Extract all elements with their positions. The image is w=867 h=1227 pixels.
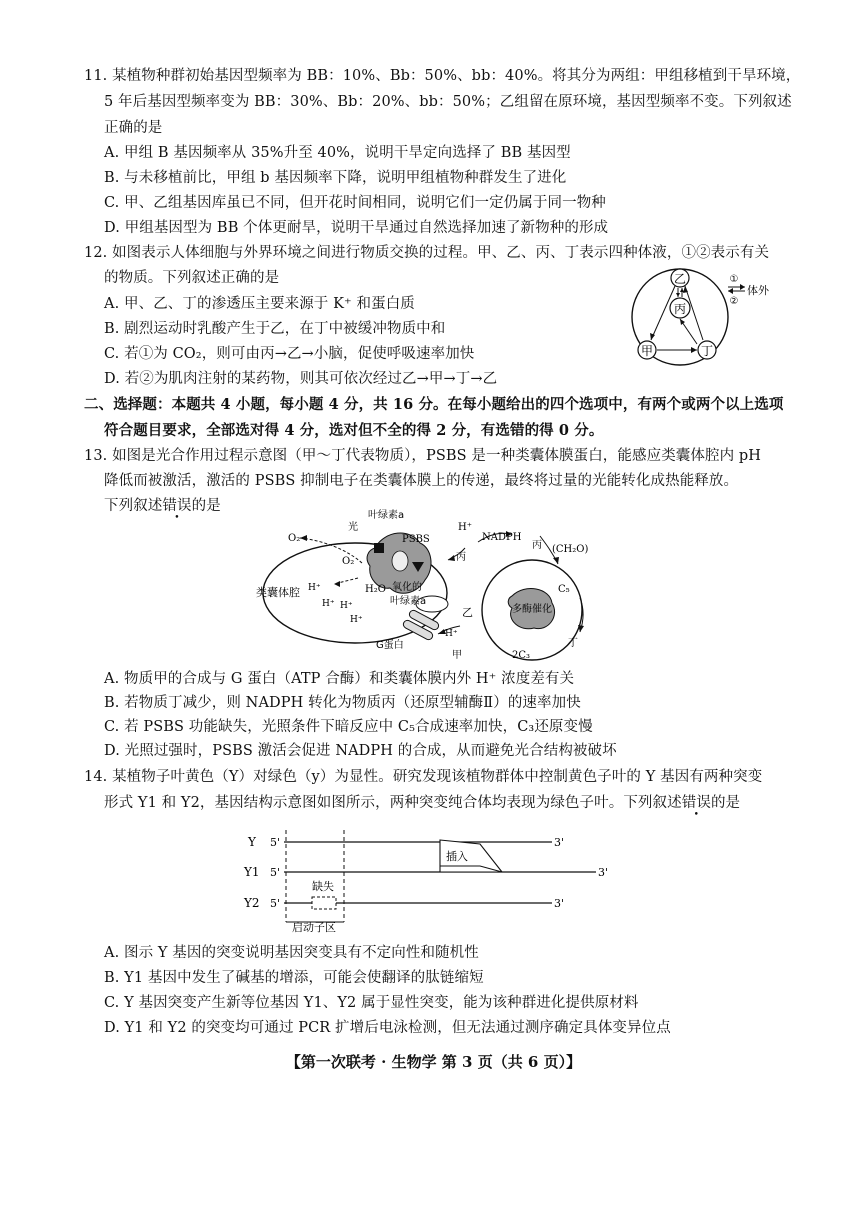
page-footer: 【第一次联考 · 生物学 第 3 页（共 6 页）】 [285, 1053, 582, 1071]
body-fluid-diagram [625, 264, 769, 374]
label-y2: Y2 [244, 896, 260, 910]
label-nadph: NADPH [482, 532, 522, 543]
q14-option-c: C. Y 基因突变产生新等位基因 Y1、Y2 属于显性突变，能为该种群进化提供原材料 [104, 995, 639, 1011]
label-o2-left: O₂ [288, 533, 301, 544]
y-3prime: 3' [554, 836, 565, 849]
y2-5prime: 5' [270, 897, 281, 910]
chlorophyll-square [374, 543, 384, 553]
label-h2o: H₂O [365, 584, 386, 595]
q12-stem-line-2: 的物质。下列叙述正确的是 [104, 270, 280, 286]
q12-option-a: A. 甲、乙、丁的渗透压主要来源于 K⁺ 和蛋白质 [104, 296, 415, 312]
label-y1: Y1 [244, 865, 260, 879]
label-light: 光 [348, 522, 358, 533]
label-hplus-3: H⁺ [340, 601, 353, 611]
q14-option-b: B. Y1 基因中发生了碱基的增添，可能会使翻译的肽链缩短 [104, 970, 484, 986]
label-enzyme: 多酶催化 [512, 604, 552, 615]
label-hplus-top: H⁺ [458, 522, 472, 533]
y1-5prime: 5' [270, 866, 281, 879]
label-ch2o: (CH₂O) [552, 544, 589, 555]
q13-stem-line-2: 降低而被激活，激活的 PSBS 抑制电子在类囊体膜上的传递，最终将过量的光能转化成热能释放。 [104, 473, 739, 489]
label-2c3: 2C₃ [512, 650, 531, 661]
node-bing: 丙 [673, 302, 687, 316]
label-bing-right: 丙 [532, 540, 542, 551]
q14-stem-line-1: 14. 某植物子叶黄色（Y）对绿色（y）为显性。研究发现该植物群体中控制黄色子叶的 Y 基因有两种突变 [84, 769, 763, 785]
label-oxidized-1: 氧化的 [392, 582, 422, 593]
label-o2-center: O₂ [342, 556, 355, 567]
label-yi: 乙 [462, 606, 473, 619]
label-psbs: PSBS [402, 534, 430, 545]
section-2-heading-line-2: 符合题目要求，全部选对得 4 分，选对但不全的得 2 分，有选错的得 0 分。 [104, 422, 604, 439]
label-hplus-1: H⁺ [308, 583, 321, 593]
label-c5: C₅ [558, 584, 570, 595]
q11-option-b: B. 与未移植前比，甲组 b 基因频率下降，说明甲组植物种群发生了进化 [104, 170, 567, 186]
label-y: Y [248, 835, 256, 849]
q13-option-c: C. 若 PSBS 功能缺失，光照条件下暗反应中 C₅合成速率加快，C₃还原变慢 [104, 719, 593, 735]
emphasis-wrong: 错误 [681, 795, 711, 811]
node-yi: 乙 [673, 272, 687, 286]
q13-stem-line-1: 13. 如图是光合作用过程示意图（甲～丁代表物质），PSBS 是一种类囊体膜蛋白，能感应类囊体腔内 pH [84, 448, 762, 464]
label-ding: 丁 [568, 638, 578, 649]
q12-stem-line-1: 12. 如图表示人体细胞与外界环境之间进行物质交换的过程。甲、乙、丙、丁表示四种体液，①②表示有关 [84, 245, 770, 261]
q11-option-d: D. 甲组基因型为 BB 个体更耐旱，说明干旱通过自然选择加速了新物种的形成 [104, 220, 609, 236]
marker-1: ① [729, 274, 739, 285]
gene-structure-diagram [240, 826, 620, 936]
node-jia: 甲 [640, 344, 654, 358]
q13-option-b: B. 若物质丁减少，则 NADPH 转化为物质丙（还原型辅酶Ⅱ）的速率加快 [104, 695, 581, 711]
label-jia: 甲 [452, 650, 462, 661]
label-thylakoid-lumen: 类囊体腔 [256, 586, 300, 599]
q12-option-c: C. 若①为 CO₂，则可由丙→乙→小脑，促使呼吸速率加快 [104, 346, 475, 362]
label-deletion: 缺失 [312, 880, 334, 893]
section-2-heading-line-1: 二、选择题：本题共 4 小题，每小题 4 分，共 16 分。在每小题给出的四个选项中，有两个或两个以上选项 [84, 396, 784, 413]
label-chlorophyll-a: 叶绿素a [368, 510, 405, 521]
label-outside: 体外 [747, 284, 769, 297]
label-oxidized-2: 叶绿素a [390, 596, 427, 607]
q12-option-b: B. 剧烈运动时乳酸产生于乙，在丁中被缓冲物质中和 [104, 321, 446, 337]
q11-stem-line-1: 11. 某植物种群初始基因型频率为 BB：10%、Bb：50%、bb：40%。将其分为两组：甲组移植到干旱环境， [84, 68, 801, 84]
y-5prime: 5' [270, 836, 281, 849]
q13-option-d: D. 光照过强时，PSBS 激活会促进 NADPH 的合成，从而避免光合结构被破坏 [104, 743, 617, 759]
label-bing-left: 丙 [456, 552, 466, 563]
label-hplus-4: H⁺ [350, 615, 363, 625]
q14-option-d: D. Y1 和 Y2 的突变均可通过 PCR 扩增后电泳检测，但无法通过测序确定具体变异位点 [104, 1020, 671, 1036]
label-hplus-5: H⁺ [445, 629, 458, 639]
q13-stem-line-3: 下列叙述错误的是 [104, 498, 221, 514]
label-g-protein: G蛋白 [376, 640, 404, 651]
q11-option-a: A. 甲组 B 基因频率从 35%升至 40%，说明干旱定向选择了 BB 基因型 [104, 145, 571, 161]
label-insertion: 插入 [446, 850, 468, 863]
q12-option-d: D. 若②为肌肉注射的某药物，则其可依次经过乙→甲→丁→乙 [104, 371, 498, 387]
node-ding: 丁 [700, 344, 714, 358]
q14-stem-line-2: 形式 Y1 和 Y2，基因结构示意图如图所示，两种突变纯合体均表现为绿色子叶。下列叙述错误的是 [104, 795, 741, 811]
q11-option-c: C. 甲、乙组基因库虽已不同，但开花时间相同，说明它们一定仍属于同一物种 [104, 195, 606, 211]
photosynthesis-diagram [250, 508, 610, 668]
y1-3prime: 3' [598, 866, 609, 879]
y2-3prime: 3' [554, 897, 565, 910]
emphasis-wrong: 错误 [162, 498, 192, 514]
q11-stem-line-3: 正确的是 [104, 120, 163, 136]
label-promoter: 启动子区 [292, 921, 336, 934]
q11-stem-line-2: 5 年后基因型频率变为 BB：30%、Bb：20%、bb：50%；乙组留在原环境，基因型频率不变。下列叙述 [104, 94, 792, 110]
q14-option-a: A. 图示 Y 基因的突变说明基因突变具有不定向性和随机性 [104, 945, 479, 961]
label-hplus-2: H⁺ [322, 599, 335, 609]
marker-2: ② [729, 296, 739, 307]
q13-option-a: A. 物质甲的合成与 G 蛋白（ATP 合酶）和类囊体膜内外 H⁺ 浓度差有关 [104, 671, 575, 687]
